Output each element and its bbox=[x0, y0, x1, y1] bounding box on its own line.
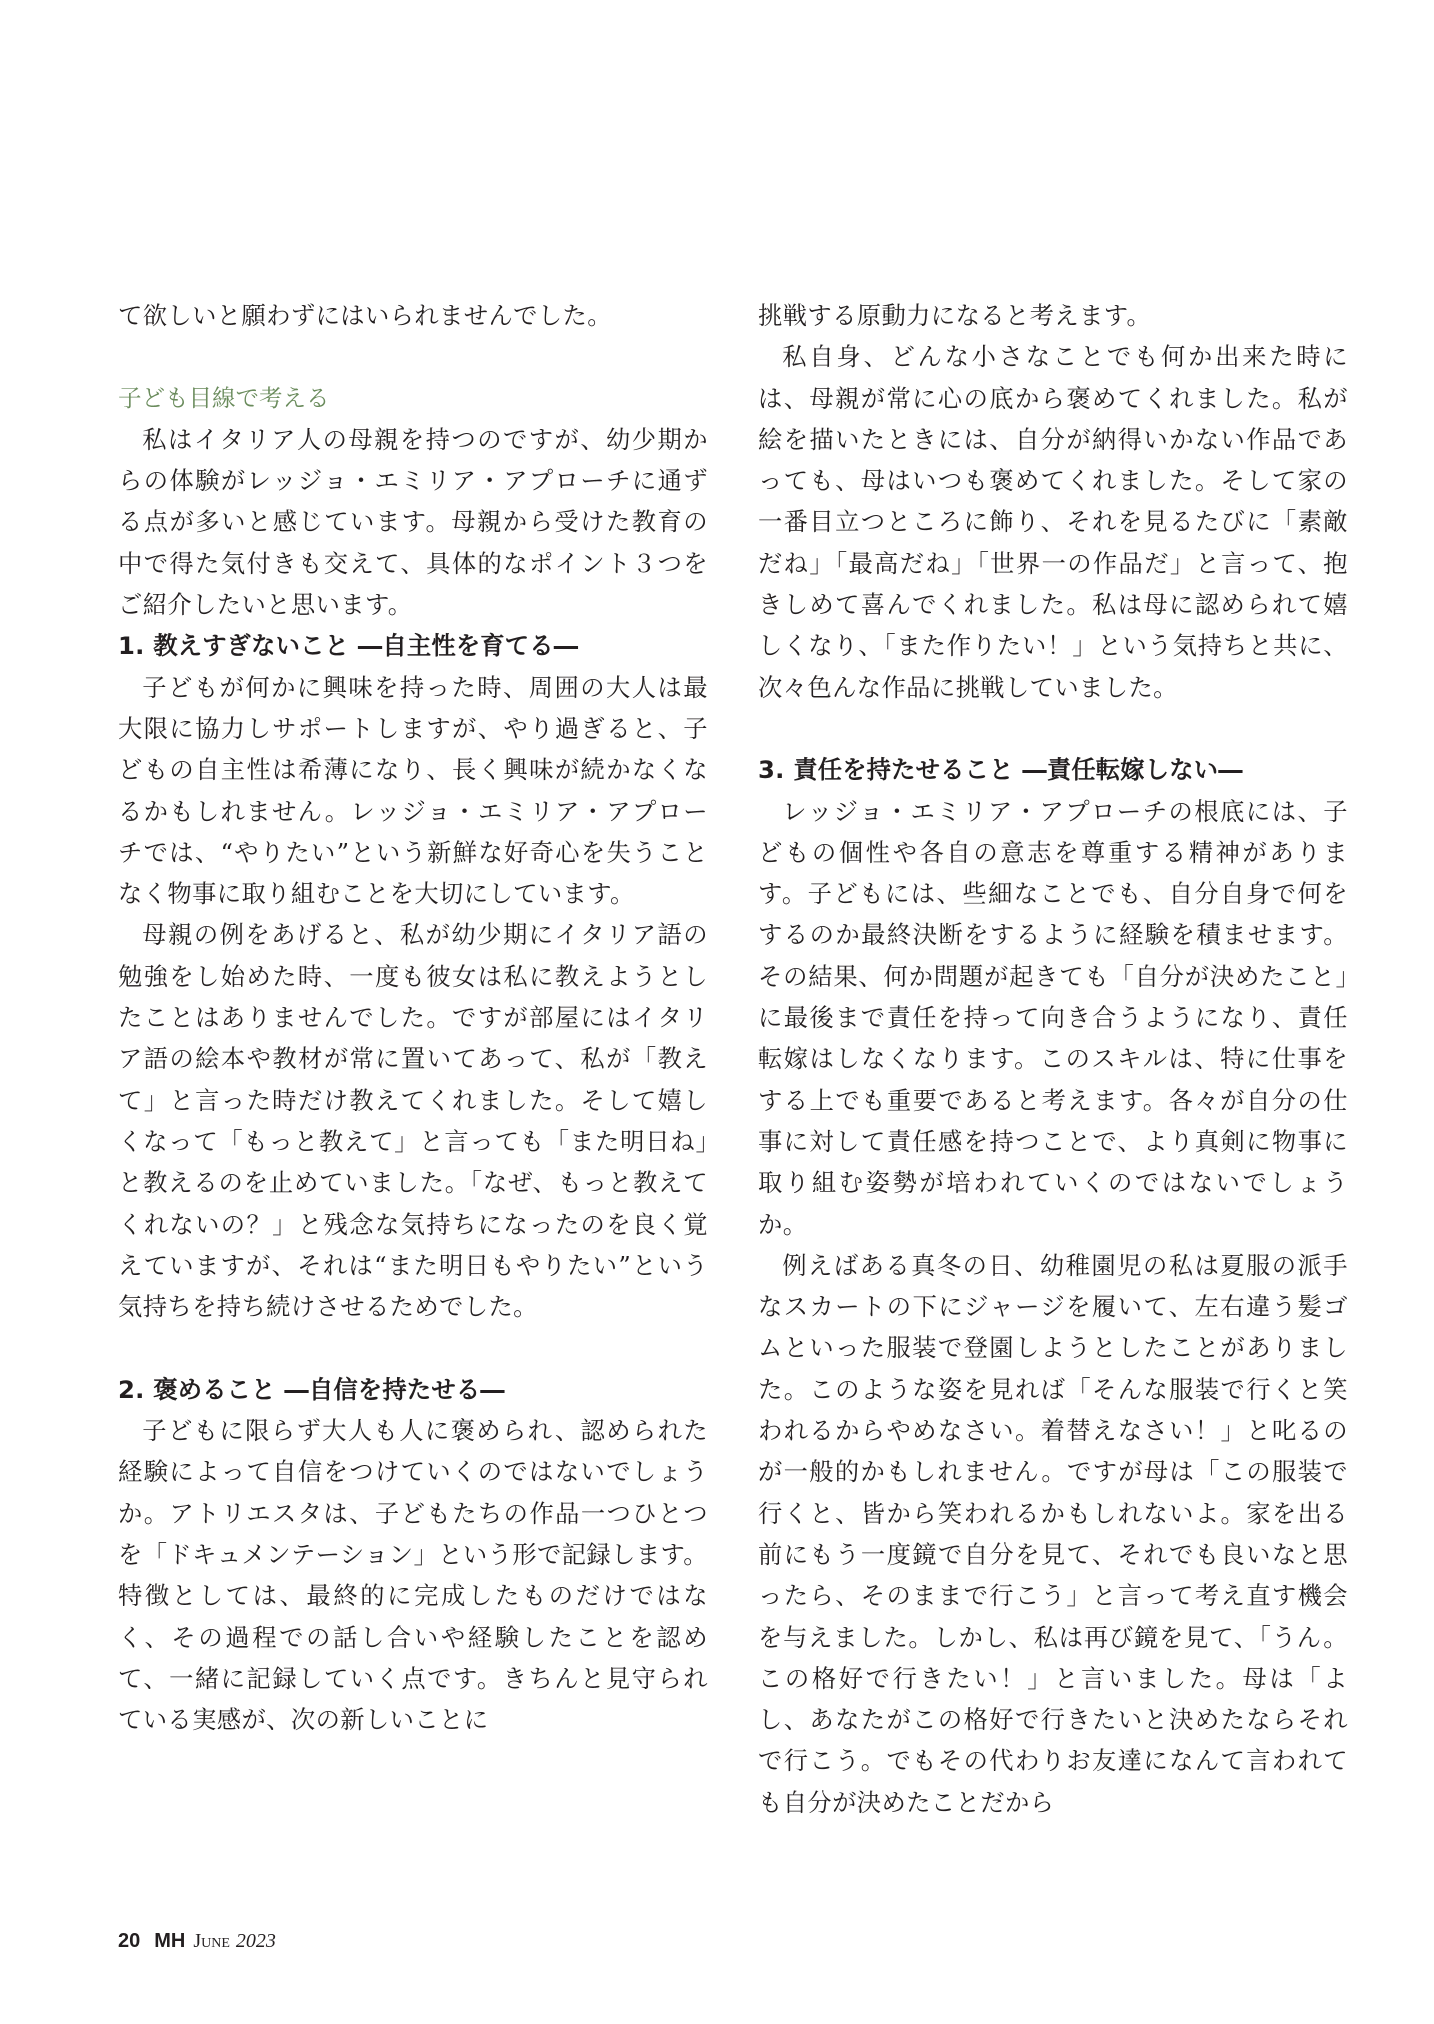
issue-month: June bbox=[193, 1930, 230, 1952]
section-subheading: 子ども目線で考える bbox=[118, 383, 330, 412]
issue-year: 2023 bbox=[235, 1930, 276, 1952]
magazine-name: MH bbox=[154, 1930, 186, 1952]
paragraph: 私自身、どんな小さなことでも何か出来た時には、母親が常に心の底から褒めてくれました。私が絵を描いたときには、自分が納得いかない作品であっても、母はいつも褒めてくれました。そして家の一番目立つところに飾り、それを見るたびに「素敵だね」「最高だね」「世界一の作品だ」と言って、抱きしめて喜んでくれました。私は母に認められて嬉しくなり、「また作りたい！」という気持ちと共に、次々色んな作品に挑戦していました。 bbox=[758, 342, 1348, 702]
paragraph: 私はイタリア人の母親を持つのですが、幼少期からの体験がレッジョ・エミリア・アプローチに通ずる点が多いと感じています。母親から受けた教育の中で得た気付きも交えて、具体的なポイント３つをご紹介したいと思います。 bbox=[118, 424, 708, 620]
section-heading-2: 2. 褒めること ―自信を持たせる― bbox=[118, 1374, 505, 1404]
page-footer bbox=[118, 1930, 276, 1953]
paragraph: レッジョ・エミリア・アプローチの根底には、子どもの個性や各自の意志を尊重する精神があります。子どもには、些細なことでも、自分自身で何をするのか最終決断をするように経験を積ませます。その結果、何か問題が起きても「自分が決めたこと」に最後まで責任を持って向き合うようになり、責任転嫁はしなくなります。このスキルは、特に仕事をする上でも重要であると考えます。各々が自分の仕事に対して責任感を持つことで、より真剣に物事に取り組む姿勢が培われていくのではないでしょうか。 bbox=[758, 796, 1348, 1239]
paragraph: 子どもが何かに興味を持った時、周囲の大人は最大限に協力しサポートしますが、やり過ぎると、子どもの自主性は希薄になり、長く興味が続かなくなるかもしれません。レッジョ・エミリア・アプローチでは、“やりたい”という新鮮な好奇心を失うことなく物事に取り組むことを大切にしています。 bbox=[118, 672, 708, 909]
paragraph: 子どもに限らず大人も人に褒められ、認められた経験によって自信をつけていくのではないでしょうか。アトリエスタは、子どもたちの作品一つひとつを「ドキュメンテーション」という形で記録します。特徴としては、最終的に完成したものだけではなく、その過程での話し合いや経験したことを認めて、一緒に記録していく点です。きちんと見守られている実感が、次の新しいことに bbox=[118, 1416, 708, 1735]
section-heading-3: 3. 責任を持たせること ―責任転嫁しない― bbox=[758, 755, 1243, 785]
left-column bbox=[118, 295, 708, 1740]
page-number: 20 bbox=[118, 1930, 141, 1952]
paragraph: 挑戦する原動力になると考えます。 bbox=[758, 301, 1152, 330]
paragraph: て欲しいと願わずにはいられませんでした。 bbox=[118, 301, 612, 330]
right-column bbox=[758, 295, 1348, 1823]
paragraph: 母親の例をあげると、私が幼少期にイタリア語の勉強をし始めた時、一度も彼女は私に教えようとしたことはありませんでした。ですが部屋にはイタリア語の絵本や教材が常に置いてあって、私が「教えて」と言った時だけ教えてくれました。そして嬉しくなって「もっと教えて」と言っても「また明日ね」と教えるのを止めていました。「なぜ、もっと教えてくれないの？」と残念な気持ちになったのを良く覚えていますが、それは“また明日もやりたい”という気持ちを持ち続けさせるためでした。 bbox=[118, 920, 708, 1322]
paragraph: 例えばある真冬の日、幼稚園児の私は夏服の派手なスカートの下にジャージを履いて、左右違う髪ゴムといった服装で登園しようとしたことがありました。このような姿を見れば「そんな服装で行くと笑われるからやめなさい。着替えなさい！」と叱るのが一般的かもしれません。ですが母は「この服装で行くと、皆から笑われるかもしれないよ。家を出る前にもう一度鏡で自分を見て、それでも良いなと思ったら、そのままで行こう」と言って考え直す機会を与えました。しかし、私は再び鏡を見て、「うん。この格好で行きたい！」と言いました。母は「よし、あなたがこの格好で行きたいと決めたならそれで行こう。でもその代わりお友達になんて言われても自分が決めたことだから bbox=[758, 1250, 1348, 1817]
section-heading-1: 1. 教えすぎないこと ―自主性を育てる― bbox=[118, 631, 579, 661]
